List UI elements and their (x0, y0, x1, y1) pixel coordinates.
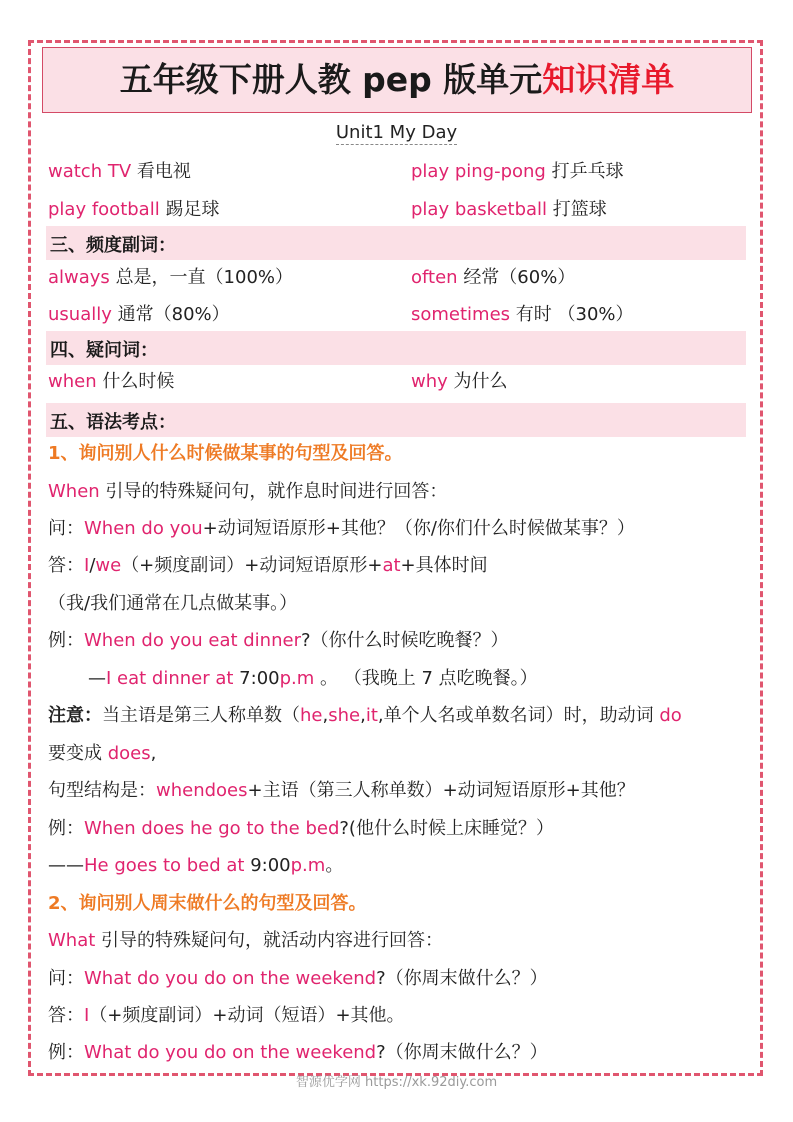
keyword: What (48, 930, 96, 951)
text: +主语（第三人称单数）+动词短语原形+其他？ (247, 780, 635, 801)
qw-when (48, 370, 174, 394)
keyword: p.m (279, 668, 315, 689)
keyword: at (382, 555, 401, 576)
freq-zh: 通常（80%） (117, 304, 230, 325)
qw-zh: 为什么 (453, 371, 508, 392)
keyword: When (48, 481, 100, 502)
text: ?（你周末做什么？） (376, 1042, 548, 1063)
grammar-1-example (48, 629, 509, 653)
text: +动词短语原形+其他？（你/你们什么时候做某事？） (202, 518, 635, 539)
keyword: he (300, 705, 323, 726)
text: 问： (48, 518, 84, 539)
freq-often (411, 266, 575, 290)
qw-en: when (48, 371, 97, 392)
vocab-basketball (411, 198, 607, 222)
keyword: I (84, 555, 90, 576)
text: （+频度副词）+动词（短语）+其他。 (89, 1005, 405, 1026)
freq-always (48, 266, 293, 290)
text: ?(他什么时候上床睡觉？） (339, 818, 554, 839)
title-main: 五年级下册人教 pep 版单元 (119, 60, 543, 99)
text: 答： (48, 1005, 84, 1026)
text: ?（你周末做什么？） (376, 968, 548, 989)
title-highlight: 知识清单 (542, 60, 675, 99)
keyword: p.m (290, 855, 326, 876)
grammar-1-intro (48, 480, 447, 504)
grammar-1-heading: 1、询问别人什么时候做某事的句型及回答。 (48, 443, 403, 464)
qw-why (411, 370, 508, 394)
keyword: we (95, 555, 122, 576)
freq-sometimes (411, 303, 634, 327)
grammar-1-example-answer (88, 667, 538, 691)
freq-en: often (411, 267, 458, 288)
vocab-ping-pong (411, 160, 624, 184)
text: —— (48, 855, 84, 876)
grammar-2-answer (48, 1004, 405, 1028)
freq-zh: 经常（60%） (463, 267, 576, 288)
text: / (89, 555, 96, 576)
page-title (42, 47, 752, 113)
text: 例： (48, 818, 84, 839)
vocab-en: play football (48, 199, 160, 220)
text: 例： (48, 630, 84, 651)
grammar-1-note (48, 704, 682, 728)
section-title: 四、疑问词： (50, 340, 158, 361)
text: （+频度副词）+动词短语原形+ (121, 555, 383, 576)
text: — (88, 668, 106, 689)
text: +具体时间 (400, 555, 488, 576)
freq-zh: 有时 （30%） (515, 304, 634, 325)
text: 例： (48, 1042, 84, 1063)
section-header-grammar (46, 403, 746, 437)
text: 要变成 (48, 743, 108, 764)
freq-en: usually (48, 304, 112, 325)
grammar-1-question (48, 517, 635, 541)
unit-label: Unit1 My Day (335, 122, 458, 143)
grammar-1-example-2 (48, 817, 554, 841)
grammar-2-heading: 2、询问别人周末做什么的句型及回答。 (48, 893, 367, 914)
keyword: When do you eat dinner (84, 630, 301, 651)
note-label: 注意： (48, 705, 102, 726)
text: 7:00 (239, 668, 280, 689)
keyword: whendoes (156, 780, 248, 801)
footer-watermark: 智源优学网 https://xk.92diy.com (295, 1075, 498, 1090)
freq-usually (48, 303, 230, 327)
text: , (360, 705, 366, 726)
section-header-question-words (46, 331, 746, 365)
vocab-football (48, 198, 219, 222)
grammar-1-note-cont (48, 742, 156, 766)
keyword: I (84, 1005, 90, 1026)
freq-en: always (48, 267, 110, 288)
keyword: When does he go to the bed (84, 818, 340, 839)
freq-en: sometimes (411, 304, 511, 325)
text: , (322, 705, 329, 726)
vocab-en: watch TV (48, 161, 132, 182)
grammar-2-intro (48, 929, 443, 953)
text: 引导的特殊疑问句，就活动内容进行回答： (95, 930, 444, 951)
grammar-1-answer-translation: （我/我们通常在几点做某事。） (48, 593, 298, 614)
keyword: do (659, 705, 682, 726)
grammar-1-structure (48, 779, 635, 803)
text: 。 （我晚上 7 点吃晚餐。） (314, 668, 538, 689)
vocab-zh: 看电视 (136, 161, 191, 182)
vocab-en: play basketball (411, 199, 548, 220)
qw-en: why (411, 371, 448, 392)
keyword: What do you do on the weekend (84, 968, 377, 989)
grammar-1-answer (48, 554, 488, 578)
text: 9:00 (250, 855, 291, 876)
text: 句型结构是： (48, 780, 156, 801)
text: 。 (325, 855, 344, 876)
text: 引导的特殊疑问句，就作息时间进行回答： (99, 481, 448, 502)
vocab-zh: 踢足球 (165, 199, 220, 220)
freq-zh: 总是，一直（100%） (115, 267, 294, 288)
vocab-watch-tv (48, 160, 191, 184)
text: , (150, 743, 157, 764)
keyword: I eat dinner at (106, 668, 240, 689)
keyword: she (328, 705, 361, 726)
vocab-zh: 打篮球 (552, 199, 607, 220)
keyword: When do you (84, 518, 203, 539)
unit-heading (0, 122, 793, 143)
keyword: it (365, 705, 378, 726)
qw-zh: 什么时候 (102, 371, 175, 392)
text: ,单个人名或单数名词）时，助动词 (377, 705, 660, 726)
vocab-en: play ping-pong (411, 161, 546, 182)
vocab-zh: 打乒乓球 (551, 161, 624, 182)
section-title: 五、语法考点： (50, 412, 176, 433)
text: 问： (48, 968, 84, 989)
keyword: He goes to bed at (84, 855, 251, 876)
keyword: What do you do on the weekend (84, 1042, 377, 1063)
section-header-frequency (46, 226, 746, 260)
grammar-2-question (48, 967, 548, 991)
text: ?（你什么时候吃晚餐？） (300, 630, 509, 651)
text: 当主语是第三人称单数（ (102, 705, 300, 726)
grammar-1-example-2-answer (48, 854, 343, 878)
section-title: 三、频度副词： (50, 235, 176, 256)
text: 答： (48, 555, 84, 576)
grammar-2-example (48, 1041, 548, 1065)
keyword: does (107, 743, 151, 764)
